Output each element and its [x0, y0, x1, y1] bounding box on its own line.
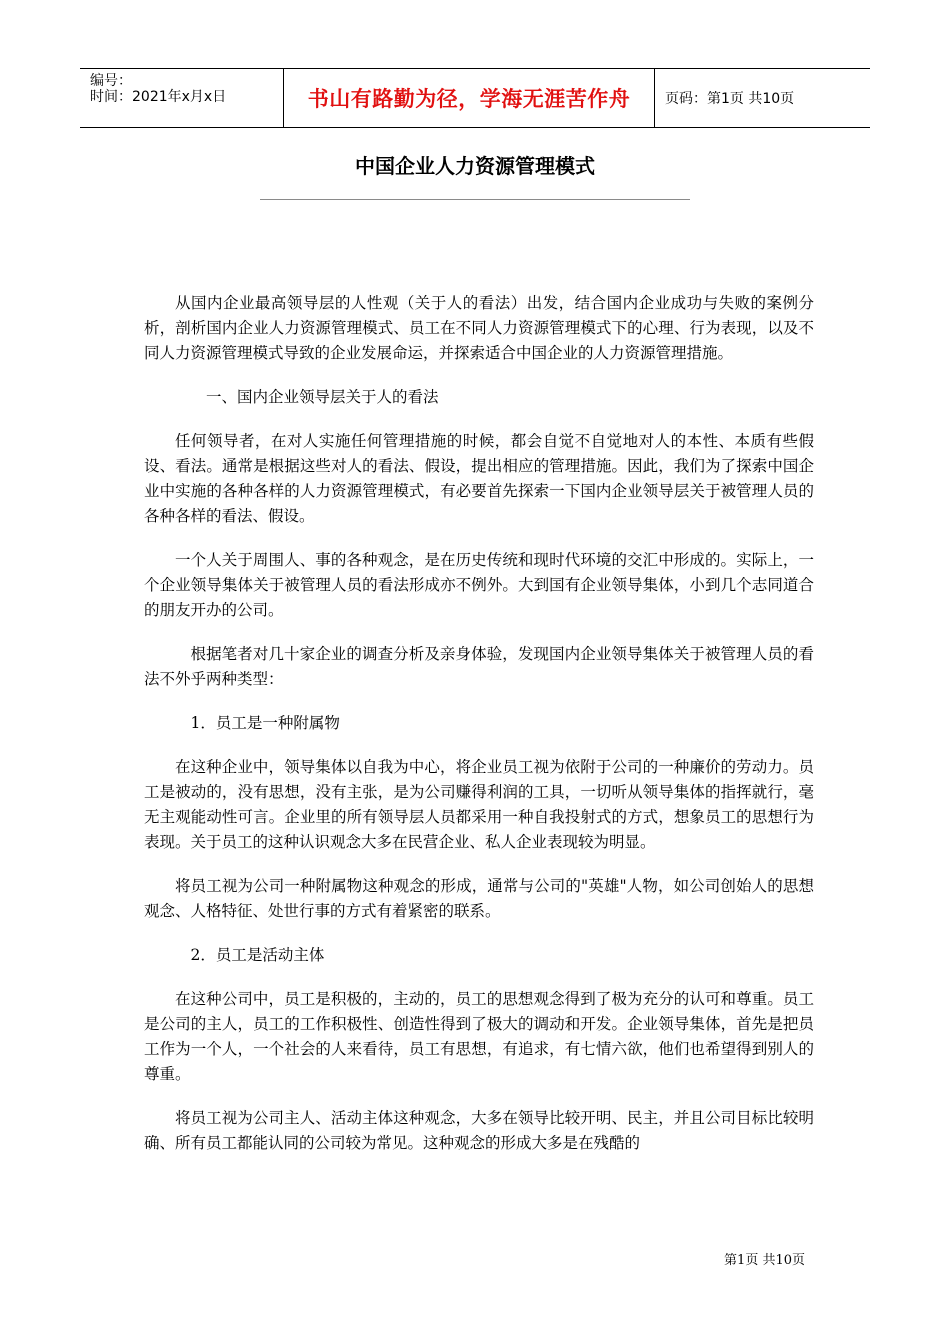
header-page-info: 页码：第1页 共10页 [665, 91, 795, 107]
header-left-cell [80, 69, 283, 127]
document-body [144, 291, 814, 1175]
document-date: 时间：2021年x月x日 [90, 89, 227, 105]
document-title: 中国企业人力资源管理模式 [355, 154, 595, 178]
section-heading-1: 一、国内企业领导层关于人的看法 [206, 388, 439, 406]
body-paragraph: 任何领导者，在对人实施任何管理措施的时候，都会自觉不自觉地对人的本性、本质有些假设、看法。通常是根据这些对人的看法、假设，提出相应的管理措施。因此，我们为了探索中国企业中实施的各种各样的人力资源管理模式，有必要首先探索一下国内企业领导层关于被管理人员的各种各样的看法、假设。 [144, 432, 814, 525]
body-paragraph: 在这种公司中，员工是积极的，主动的，员工的思想观念得到了极为充分的认可和尊重。员工是公司的主人，员工的工作积极性、创造性得到了极大的调动和开发。企业领导集体，首先是把员工作为一个人，一个社会的人来看待，员工有思想，有追求，有七情六欲，他们也希望得到别人的尊重。 [144, 990, 814, 1083]
body-paragraph: 将员工视为公司一种附属物这种观念的形成，通常与公司的"英雄"人物，如公司创始人的思想观念、人格特征、处世行事的方式有着紧密的联系。 [144, 877, 814, 920]
subsection-heading-2: 2．员工是活动主体 [190, 946, 325, 964]
document-number-label: 编号： [90, 73, 132, 89]
page-header [80, 68, 870, 128]
subsection-heading-1: 1．员工是一种附属物 [190, 714, 340, 732]
page-footer: 第1页 共10页 [724, 1253, 805, 1268]
header-motto: 书山有路勤为径，学海无涯苦作舟 [283, 69, 655, 127]
body-paragraph: 根据笔者对几十家企业的调查分析及亲身体验，发现国内企业领导集体关于被管理人员的看法不外乎两种类型： [144, 645, 814, 688]
title-divider [260, 199, 690, 200]
body-paragraph: 将员工视为公司主人、活动主体这种观念，大多在领导比较开明、民主，并且公司目标比较明确、所有员工都能认同的公司较为常见。这种观念的形成大多是在残酷的 [144, 1109, 814, 1152]
intro-paragraph: 从国内企业最高领导层的人性观（关于人的看法）出发，结合国内企业成功与失败的案例分析，剖析国内企业人力资源管理模式、员工在不同人力资源管理模式下的心理、行为表现，以及不同人力资源管理模式导致的企业发展命运，并探索适合中国企业的人力资源管理措施。 [144, 294, 814, 362]
body-paragraph: 一个人关于周围人、事的各种观念，是在历史传统和现时代环境的交汇中形成的。实际上，一个企业领导集体关于被管理人员的看法形成亦不例外。大到国有企业领导集体，小到几个志同道合的朋友开办的公司。 [144, 551, 814, 619]
body-paragraph: 在这种企业中，领导集体以自我为中心，将企业员工视为依附于公司的一种廉价的劳动力。员工是被动的，没有思想，没有主张，是为公司赚得利润的工具，一切听从领导集体的指挥就行，毫无主观能动性可言。企业里的所有领导层人员都采用一种自我投射式的方式，想象员工的思想行为表现。关于员工的这种认识观念大多在民营企业、私人企业表现较为明显。 [144, 758, 814, 851]
